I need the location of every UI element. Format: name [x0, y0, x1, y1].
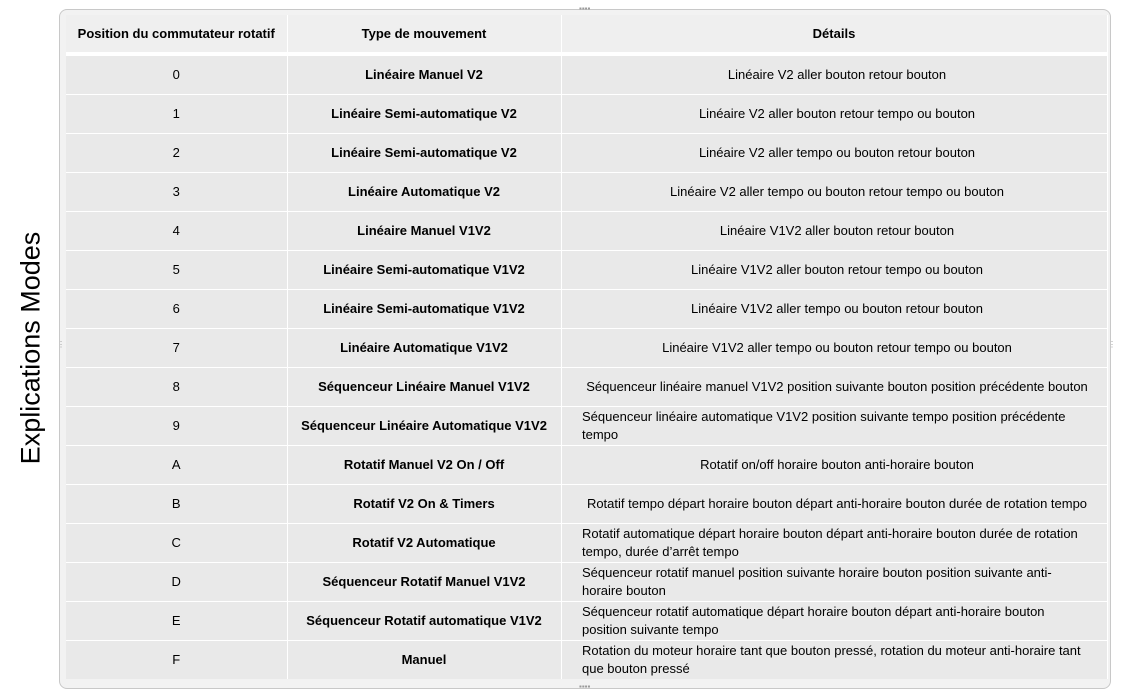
cell-details-text: Linéaire V1V2 aller tempo ou bouton retour tempo ou bouton: [662, 340, 1012, 355]
table-row: [66, 524, 1107, 563]
side-title: Explications Modes: [15, 231, 46, 465]
resize-handle-top[interactable]: ▪▪▪▪: [579, 4, 591, 13]
cell-position: 1: [66, 95, 287, 134]
cell-details-text: Linéaire V2 aller bouton retour bouton: [727, 67, 947, 82]
cell-type: Linéaire Manuel V2: [287, 54, 561, 95]
cell-position: 3: [66, 173, 287, 212]
cell-details-text: Séquenceur linéaire manuel V1V2 position suivante bouton position précédente bouton: [586, 379, 1088, 394]
cell-type: Linéaire Semi-automatique V2: [287, 134, 561, 173]
cell-type: Séquenceur Linéaire Manuel V1V2: [287, 368, 561, 407]
cell-type: Rotatif V2 Automatique: [287, 524, 561, 563]
cell-position: A: [66, 446, 287, 485]
cell-type: Linéaire Semi-automatique V1V2: [287, 290, 561, 329]
cell-position: 0: [66, 54, 287, 95]
cell-details: [561, 212, 1107, 251]
table-row: [66, 641, 1107, 680]
cell-type: Manuel: [287, 641, 561, 680]
cell-details: [561, 563, 1107, 602]
cell-details-text: Linéaire V2 aller tempo ou bouton retour bouton: [698, 145, 976, 160]
cell-position: 8: [66, 368, 287, 407]
cell-type: Linéaire Manuel V1V2: [287, 212, 561, 251]
cell-position: C: [66, 524, 287, 563]
header-details: Détails: [561, 15, 1107, 54]
cell-details-text: Linéaire V1V2 aller tempo ou bouton retour bouton: [691, 301, 983, 316]
cell-details-text: Linéaire V2 aller bouton retour tempo ou bouton: [698, 106, 976, 121]
cell-details-text: Séquenceur rotatif manuel position suivante horaire bouton position suivante anti-horaire bouton: [582, 565, 1052, 598]
cell-type: Linéaire Automatique V1V2: [287, 329, 561, 368]
table-row: [66, 368, 1107, 407]
table-row: [66, 134, 1107, 173]
header-type: Type de mouvement: [287, 15, 561, 54]
cell-details: [561, 251, 1107, 290]
table-row: [66, 329, 1107, 368]
cell-details: [561, 329, 1107, 368]
cell-details: [561, 446, 1107, 485]
cell-details: [561, 524, 1107, 563]
cell-details: [561, 485, 1107, 524]
resize-handle-right[interactable]: ⋮: [1108, 340, 1116, 349]
resize-handle-left[interactable]: ⋮: [57, 340, 65, 349]
modes-table: [66, 15, 1108, 679]
cell-position: B: [66, 485, 287, 524]
cell-details-text: Rotatif on/off horaire bouton anti-horaire bouton: [700, 457, 974, 472]
cell-details-text: Linéaire V1V2 aller bouton retour tempo ou bouton: [691, 262, 983, 277]
table-row: [66, 54, 1107, 95]
cell-position: 9: [66, 407, 287, 446]
cell-position: 6: [66, 290, 287, 329]
cell-type: Linéaire Semi-automatique V1V2: [287, 251, 561, 290]
table-row: [66, 485, 1107, 524]
cell-type: Séquenceur Linéaire Automatique V1V2: [287, 407, 561, 446]
cell-details: [561, 602, 1107, 641]
cell-details-text: Séquenceur rotatif automatique départ horaire bouton départ anti-horaire bouton position suivante tempo: [582, 604, 1045, 637]
cell-details: [561, 54, 1107, 95]
cell-position: 2: [66, 134, 287, 173]
resize-handle-bottom[interactable]: ▪▪▪▪: [579, 682, 591, 691]
table-row: [66, 290, 1107, 329]
table-body: [66, 54, 1107, 679]
cell-details-text: Rotatif automatique départ horaire bouton départ anti-horaire bouton durée de rotation tempo, durée d’arrêt tempo: [582, 526, 1078, 559]
cell-type: Séquenceur Rotatif Manuel V1V2: [287, 563, 561, 602]
cell-details-text: Séquenceur linéaire automatique V1V2 position suivante tempo position précédente tempo: [582, 409, 1066, 442]
cell-details: [561, 641, 1107, 680]
cell-type: Linéaire Automatique V2: [287, 173, 561, 212]
cell-position: 7: [66, 329, 287, 368]
cell-type: Rotatif V2 On & Timers: [287, 485, 561, 524]
cell-position: 5: [66, 251, 287, 290]
table-row: [66, 251, 1107, 290]
cell-position: 4: [66, 212, 287, 251]
cell-details: [561, 134, 1107, 173]
table-row: [66, 407, 1107, 446]
cell-details: [561, 173, 1107, 212]
cell-details-text: Rotatif tempo départ horaire bouton départ anti-horaire bouton durée de rotation tempo: [586, 496, 1088, 511]
cell-details: [561, 407, 1107, 446]
cell-details-text: Linéaire V2 aller tempo ou bouton retour tempo ou bouton: [670, 184, 1004, 199]
table-row: [66, 563, 1107, 602]
cell-type: Linéaire Semi-automatique V2: [287, 95, 561, 134]
table-row: [66, 95, 1107, 134]
header-row: [66, 15, 1107, 54]
cell-details: [561, 368, 1107, 407]
cell-details-text: Rotation du moteur horaire tant que bouton pressé, rotation du moteur anti-horaire tant que bouton pressé: [582, 643, 1081, 676]
table-row: [66, 602, 1107, 641]
table-row: [66, 212, 1107, 251]
cell-position: F: [66, 641, 287, 680]
cell-position: E: [66, 602, 287, 641]
cell-position: D: [66, 563, 287, 602]
table-row: [66, 173, 1107, 212]
cell-details: [561, 95, 1107, 134]
table-row: [66, 446, 1107, 485]
cell-details-text: Linéaire V1V2 aller bouton retour bouton: [719, 223, 955, 238]
header-position: Position du commutateur rotatif: [66, 15, 287, 54]
cell-details: [561, 290, 1107, 329]
cell-type: Séquenceur Rotatif automatique V1V2: [287, 602, 561, 641]
cell-type: Rotatif Manuel V2 On / Off: [287, 446, 561, 485]
